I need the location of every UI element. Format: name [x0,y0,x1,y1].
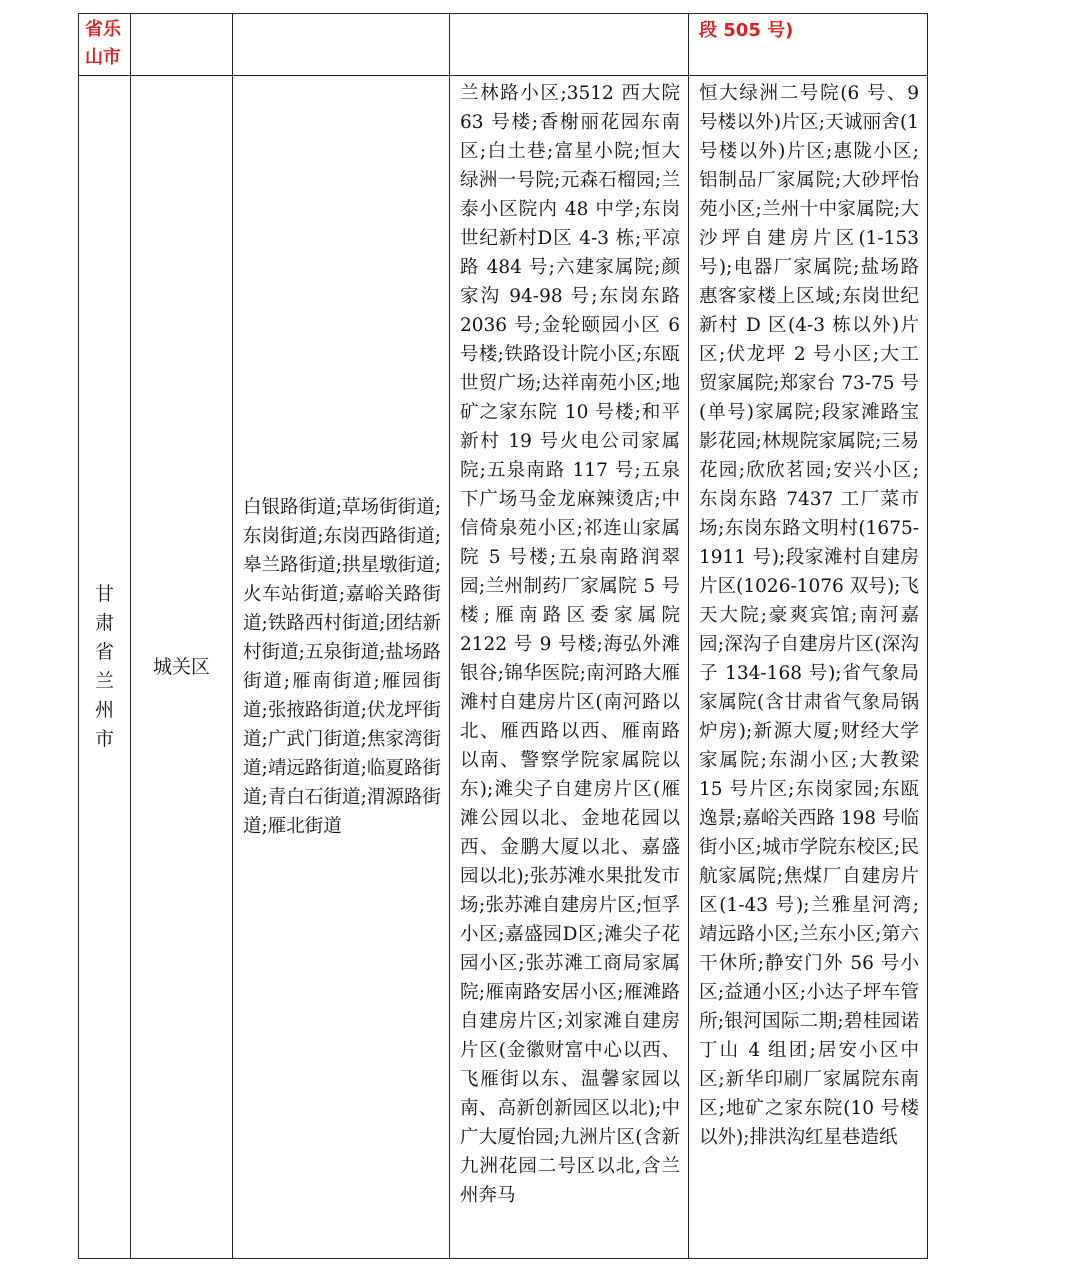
cell-streets [233,76,450,1259]
areas-list-a: 兰林路小区;3512 西大院 63 号楼;香榭丽花园东南区;白土巷;富星小院;恒大绿洲一号院;元森石榴园;兰泰小区院内 48 中学;东岗世纪新村D区 4-3 栋;平凉路 484 号;六建家属院;颜家沟 94-98 号;东岗东路 2036 号;金轮颐园小区 6 号楼;铁路设计院小区;东瓯世贸广场;达祥南苑小区;地矿之家东院 10 号楼;和平新村 19 号火电公司家属院;五泉南路 117 号;五泉下广场马金龙麻辣烫店;中信倚泉苑小区;祁连山家属院 5 号楼;五泉南路润翠园;兰州制药厂家属院 5 号楼;雁南路区委家属院 2122 号 9 号楼;海弘外滩银谷;锦华医院;南河路大雁滩村自建房片区(南河路以北、雁西路以西、雁南路以南、警察学院家属院以东);滩尖子自建房片区(雁滩公园以北、金地花园以西、金鹏大厦以北、嘉盛园以北);张苏滩水果批发市场;张苏滩自建房片区;恒孚小区;嘉盛园D区;滩尖子花园小区;张苏滩工商局家属院;雁南路安居小区;雁滩路自建房片区;刘家滩自建房片区(金徽财富中心以西、飞雁街以东、温馨家园以南、高新创新园区以北);中广大厦怡园;九洲片区(含新九洲花园二号区以北,含兰州奔马 [460,83,680,1206]
address-tail-text: 段 505 号) [699,20,794,41]
city-label: 省乐山市 [85,19,121,68]
city-name: 甘肃省兰州市 [94,583,114,750]
streets-list: 白银路街道;草场街街道;东岗街道;东岗西路街道;皋兰路街道;拱星墩街道;火车站街道;嘉峪关路街道;铁路西村街道;团结新村街道;五泉街道;盐场路街道;雁南街道;雁园街道;张掖路街道;伏龙坪街道;广武门街道;焦家湾街道;靖远路街道;临夏路街道;青白石街道;渭源路街道;雁北街道 [243,497,441,837]
cell-province-city [79,14,131,76]
cell-empty [450,14,689,76]
cell-empty [233,14,450,76]
cell-areas-medium-risk [689,76,928,1259]
document-table [78,13,928,1259]
cell-areas-high-risk [450,76,689,1259]
district-name: 城关区 [153,655,211,678]
cell-address-tail [689,14,928,76]
cell-empty [131,14,233,76]
table-row [79,14,928,76]
table-row [79,76,928,1259]
areas-list-b: 恒大绿洲二号院(6 号、9 号楼以外)片区;天诚丽舍(1 号楼以外)片区;惠陇小区;铝制品厂家属院;大砂坪怡苑小区;兰州十中家属院;大沙坪自建房片区(1-153 号);电器厂家属院;盐场路惠客家楼上区域;东岗世纪新村 D 区(4-3 栋以外)片区;伏龙坪 2 号小区;大工贸家属院;郑家台 73-75 号(单号)家属院;段家滩路宝影花园;林规院家属院;三易花园;欣欣茗园;安兴小区;东岗东路 7437 工厂菜市场;东岗东路文明村(1675-1911 号);段家滩村自建房片区(1026-1076 双号);飞天大院;豪爽宾馆;南河嘉园;深沟子自建房片区(深沟子 134-168 号);省气象局家属院(含甘肃省气象局锅炉房);新源大厦;财经大学家属院;东湖小区;大教梁 15 号片区;东岗家园;东瓯逸景;嘉峪关西路 198 号临街小区;城市学院东校区;民航家属院;焦煤厂自建房片区(1-43 号);兰雅星河湾;靖远路小区;兰东小区;第六干休所;静安门外 56 号小区;益通小区;小达子坪车管所;银河国际二期;碧桂园诺丁山 4 组团;居安小区中区;新华印刷厂家属院东南区;地矿之家东院(10 号楼以外);排洪沟红星巷造纸 [699,83,919,1148]
cell-district [131,76,233,1259]
cell-city [79,76,131,1259]
